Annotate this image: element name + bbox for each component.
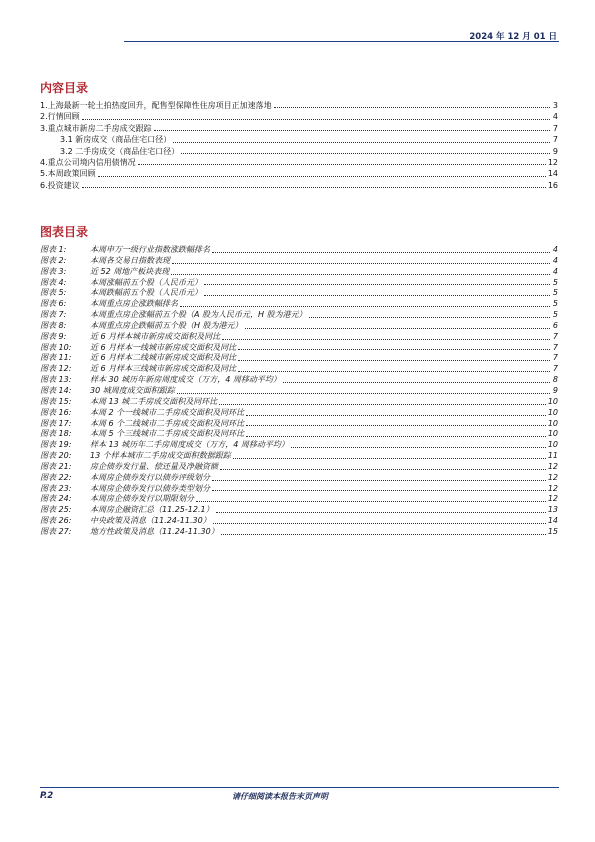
dot-leader [238, 371, 550, 372]
dot-leader [220, 469, 546, 470]
toc-entry[interactable] [40, 180, 558, 191]
figure-entry-page: 10 [547, 396, 558, 406]
figure-entry-page: 10 [547, 407, 558, 417]
figure-entry[interactable] [40, 321, 558, 332]
dot-leader [246, 425, 546, 426]
figure-entry-label: 本周房企债券发行以债券类型划分 [90, 483, 210, 493]
figure-entry-label: 本周 5 个三线城市二手房成交面积及同环比 [90, 429, 245, 439]
toc-entry-label: 3.2 二手房成交（商品住宅口径） [60, 146, 180, 156]
figure-entry-label: 样本 13 城历年二手房周度成交（万方，4 周移动平均） [90, 440, 289, 450]
figure-entry-number: 图表 5: [40, 288, 67, 298]
dot-leader [212, 490, 546, 491]
figure-entry-label: 本周跌幅前五个股（人民币元） [90, 288, 202, 298]
toc-entry-page: 12 [547, 157, 558, 167]
toc-entry-page: 7 [552, 135, 558, 145]
figure-entry[interactable] [40, 408, 558, 419]
figure-entry[interactable] [40, 505, 558, 516]
figure-entry-label: 近 6 月样本一线城市新房成交面积及同比 [90, 342, 237, 352]
figure-entry[interactable] [40, 462, 558, 473]
toc-entry-label: 4.重点公司境内信用债情况 [40, 157, 136, 167]
figure-entry-page: 7 [552, 353, 558, 363]
figure-entry-page: 5 [552, 277, 558, 287]
figure-entry[interactable] [40, 484, 558, 495]
dot-leader [171, 274, 550, 275]
dot-leader [291, 447, 546, 448]
dot-leader [196, 501, 546, 502]
disclaimer-note: 请仔细阅读本报告末页声明 [232, 792, 328, 801]
dot-leader [213, 523, 546, 524]
figure-entry-page: 9 [552, 385, 558, 395]
toc-entry-page: 3 [552, 100, 558, 110]
figure-entry-number: 图表 9: [40, 331, 67, 341]
figure-entry-label: 本周各交易日指数表现 [90, 255, 170, 265]
toc-title: 内容目录 [40, 81, 89, 95]
toc-entry[interactable] [40, 134, 558, 145]
figure-entry-number: 图表 12: [40, 364, 72, 374]
figure-entry-label: 房企债券发行量、偿还量及净融资额 [90, 461, 218, 471]
dot-leader [212, 252, 550, 253]
figure-entry-page: 8 [552, 375, 558, 385]
dot-leader [172, 263, 550, 264]
figure-entry-label: 近 6 月样本三线城市新房成交面积及同比 [90, 364, 237, 374]
dot-leader [177, 393, 550, 394]
report-date: 2024 年 12 月 01 日 [469, 32, 557, 42]
toc-entry[interactable] [40, 168, 558, 179]
figure-entry[interactable] [40, 527, 558, 538]
dot-leader [246, 415, 546, 416]
figure-entry[interactable] [40, 267, 558, 278]
figure-entry-number: 图表 13: [40, 375, 72, 385]
figure-entry[interactable] [40, 256, 558, 267]
figure-entry-page: 11 [547, 451, 558, 461]
dot-leader [82, 187, 546, 188]
dot-leader [154, 130, 550, 131]
figure-entry-label: 本周重点房企涨跌幅排名 [90, 299, 178, 309]
toc-entry-label: 5.本周政策回顾 [40, 169, 96, 179]
table-of-contents [40, 100, 558, 191]
figure-entry[interactable] [40, 516, 558, 527]
figure-entry-label: 本周 2 个一线城市二手房成交面积及同环比 [90, 407, 245, 417]
toc-entry-label: 1.上海最新一轮土拍热度回升，配售型保障性住房项目正加速落地 [40, 100, 272, 110]
figure-entry[interactable] [40, 353, 558, 364]
figure-entry-page: 5 [552, 288, 558, 298]
figure-entry[interactable] [40, 473, 558, 484]
dot-leader [204, 284, 550, 285]
figure-entry[interactable] [40, 364, 558, 375]
dot-leader [180, 306, 550, 307]
page-number: P.2 [40, 791, 54, 801]
figure-entry-number: 图表 6: [40, 299, 67, 309]
figure-entry-number: 图表 27: [40, 526, 72, 536]
figure-entry-number: 图表 1: [40, 245, 67, 254]
dot-leader [204, 295, 550, 296]
figure-entry-label: 本周重点房企涨幅前五个股（A 股为人民币元，H 股为港元） [90, 310, 307, 320]
figure-entry-number: 图表 22: [40, 472, 72, 482]
figure-entry-number: 图表 26: [40, 516, 72, 526]
figure-entry-number: 图表 7: [40, 310, 67, 320]
footer-divider [40, 787, 559, 788]
dot-leader [212, 480, 546, 481]
figure-entry-label: 本周 6 个二线城市二手房成交面积及同环比 [90, 418, 245, 428]
figure-entry-label: 样本 30 城历年新房周度成交（万方，4 周移动平均） [90, 375, 281, 385]
figure-entry-number: 图表 15: [40, 396, 72, 406]
toc-entry[interactable] [40, 100, 558, 111]
figure-entry[interactable] [40, 429, 558, 440]
dot-leader [221, 534, 546, 535]
figure-entry-page: 10 [547, 418, 558, 428]
figure-list-title: 图表目录 [40, 225, 89, 239]
dot-leader [238, 349, 550, 350]
figure-entry-number: 图表 16: [40, 407, 72, 417]
dot-leader [233, 458, 546, 459]
figure-entry-page: 12 [547, 472, 558, 482]
header-divider [124, 41, 559, 42]
figure-entry-page: 12 [547, 483, 558, 493]
toc-entry[interactable] [40, 146, 558, 157]
figure-entry-label: 本周房企融资汇总（11.25-12.1） [90, 505, 214, 515]
figure-entry[interactable] [40, 494, 558, 505]
figure-entry-label: 近 6 月样本城市新房成交面积及同比 [90, 331, 221, 341]
figure-entry-number: 图表 4: [40, 277, 67, 287]
dot-leader [216, 512, 546, 513]
figure-entry-label: 近 6 月样本二线城市新房成交面积及同比 [90, 353, 237, 363]
figure-entry[interactable] [40, 278, 558, 289]
dot-leader [283, 382, 550, 383]
figure-entry-label: 本周涨幅前五个股（人民币元） [90, 277, 202, 287]
toc-entry-label: 6.投资建议 [40, 180, 80, 190]
figure-entry[interactable] [40, 299, 558, 310]
figure-entry-label: 本周 13 城二手房成交面积及同环比 [90, 396, 218, 406]
figure-entry[interactable] [40, 343, 558, 354]
figure-entry-page: 10 [547, 429, 558, 439]
figure-entry-label: 地方性政策及消息（11.24-11.30） [90, 526, 219, 536]
figure-entry-number: 图表 24: [40, 494, 72, 504]
figure-entry-number: 图表 11: [40, 353, 72, 363]
figure-entry-number: 图表 23: [40, 483, 72, 493]
figure-entry-page: 14 [547, 516, 558, 526]
dot-leader [238, 360, 550, 361]
toc-entry-page: 9 [552, 146, 558, 156]
figure-entry[interactable] [40, 451, 558, 462]
figure-entry-label: 中央政策及消息（11.24-11.30） [90, 516, 211, 526]
figure-entry-page: 6 [552, 320, 558, 330]
figure-entry-page: 7 [552, 342, 558, 352]
toc-entry-page: 16 [547, 180, 558, 190]
figure-entry-number: 图表 19: [40, 440, 72, 450]
figure-entry[interactable] [40, 397, 558, 408]
dot-leader [173, 142, 550, 143]
figure-entry[interactable] [40, 332, 558, 343]
figure-entry-page: 5 [552, 299, 558, 309]
toc-entry-page: 4 [552, 112, 558, 122]
figure-entry-page: 4 [552, 266, 558, 276]
dot-leader [82, 119, 550, 120]
figure-entry[interactable] [40, 310, 558, 321]
figure-entry-page: 7 [552, 364, 558, 374]
dot-leader [138, 164, 546, 165]
figure-entry-page: 15 [547, 526, 558, 536]
figure-entry[interactable] [40, 245, 558, 256]
figure-entry-number: 图表 20: [40, 451, 72, 461]
figure-entry-number: 图表 10: [40, 342, 72, 352]
dot-leader [274, 107, 550, 108]
toc-entry[interactable] [40, 111, 558, 122]
figure-entry[interactable] [40, 375, 558, 386]
dot-leader [245, 328, 550, 329]
dot-leader [219, 404, 546, 405]
figure-list [40, 245, 558, 538]
figure-entry-number: 图表 2: [40, 255, 67, 265]
figure-entry-number: 图表 3: [40, 266, 67, 276]
toc-entry-label: 3.重点城市新房二手房成交跟踪 [40, 123, 152, 133]
figure-entry-page: 4 [552, 255, 558, 265]
dot-leader [181, 153, 550, 154]
figure-entry-label: 近 52 周地产板块表现 [90, 266, 170, 276]
toc-entry-page: 7 [552, 123, 558, 133]
figure-entry[interactable] [40, 386, 558, 397]
figure-entry-number: 图表 8: [40, 320, 67, 330]
figure-entry-label: 本周申万一级行业指数涨跌幅排名 [90, 245, 210, 254]
figure-entry-label: 13 个样本城市二手房成交面积数据跟踪 [90, 451, 231, 461]
figure-entry-page: 4 [552, 245, 558, 254]
figure-entry-label: 本周房企债券发行以债券评级划分 [90, 472, 210, 482]
dot-leader [98, 176, 546, 177]
figure-entry[interactable] [40, 419, 558, 430]
dot-leader [309, 317, 550, 318]
figure-entry-number: 图表 14: [40, 385, 72, 395]
figure-entry-page: 13 [547, 505, 558, 515]
figure-entry-page: 12 [547, 494, 558, 504]
dot-leader [246, 436, 546, 437]
toc-entry-label: 2.行情回顾 [40, 112, 80, 122]
figure-entry-page: 7 [552, 331, 558, 341]
figure-entry-label: 30 城周度成交面积跟踪 [90, 385, 175, 395]
toc-entry-page: 14 [547, 169, 558, 179]
toc-entry[interactable] [40, 157, 558, 168]
figure-entry-page: 12 [547, 461, 558, 471]
figure-entry-number: 图表 17: [40, 418, 72, 428]
figure-entry[interactable] [40, 288, 558, 299]
figure-entry[interactable] [40, 440, 558, 451]
figure-entry-number: 图表 18: [40, 429, 72, 439]
toc-entry-label: 3.1 新房成交（商品住宅口径） [60, 135, 172, 145]
figure-entry-page: 10 [547, 440, 558, 450]
figure-entry-page: 5 [552, 310, 558, 320]
figure-entry-number: 图表 25: [40, 505, 72, 515]
toc-entry[interactable] [40, 123, 558, 134]
figure-entry-label: 本周房企债券发行以期限划分 [90, 494, 194, 504]
figure-entry-label: 本周重点房企跌幅前五个股（H 股为港元） [90, 320, 243, 330]
figure-entry-number: 图表 21: [40, 461, 72, 471]
dot-leader [222, 339, 550, 340]
